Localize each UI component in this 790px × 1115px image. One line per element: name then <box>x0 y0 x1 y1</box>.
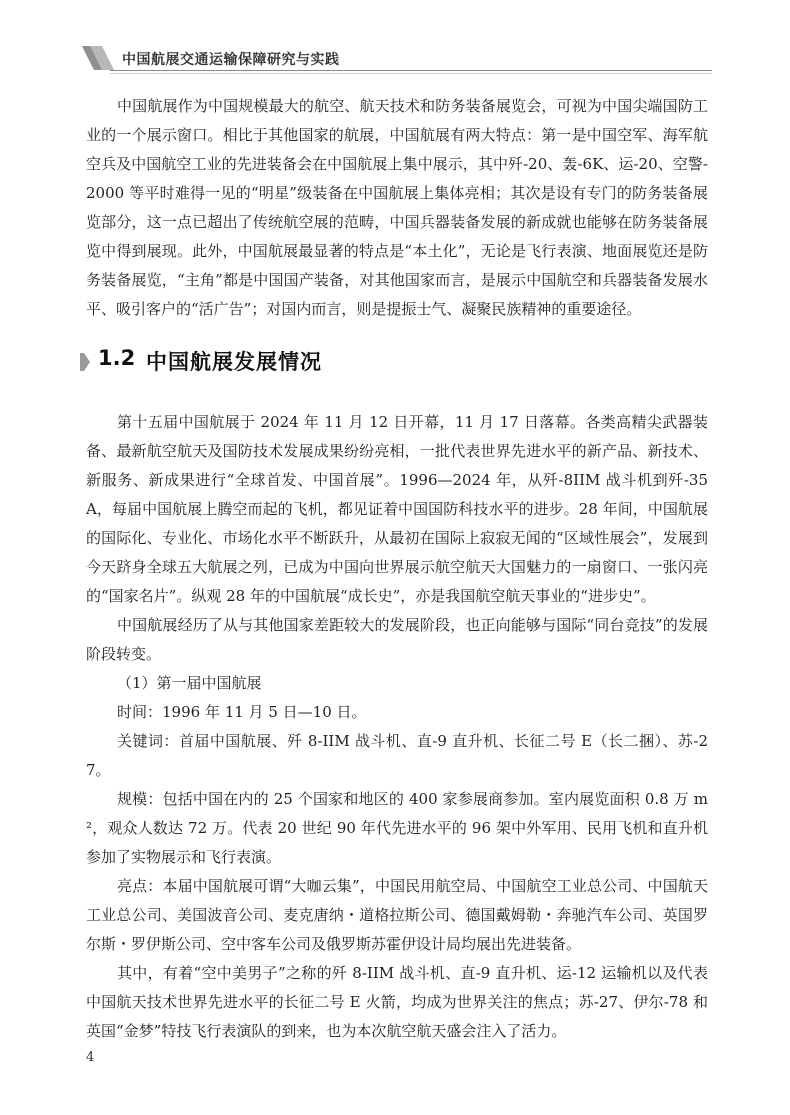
body-paragraph: 其中，有着“空中美男子”之称的歼 8-IIM 战斗机、直-9 直升机、运-12 运输机以及代表中国航天技术世界先进水平的长征二号 E 火箭，均成为世界关注的焦点；苏-27、伊尔-78 和英国“金梦”特技飞行表演队的到来，也为本次航空航天盛会注入了活力。 <box>86 964 708 1040</box>
header-divider-secondary <box>110 73 712 74</box>
header-title: 中国航展交通运输保障研究与实践 <box>122 52 340 68</box>
section-marker-icon <box>80 353 90 371</box>
header-divider <box>110 70 712 71</box>
event-keywords: 关键词：首届中国航展、歼 8-IIM 战斗机、直-9 直升机、长征二号 E（长二捆）、苏-27。 <box>86 732 708 779</box>
intro-paragraph: 中国航展作为中国规模最大的航空、航天技术和防务装备展览会，可视为中国尖端国防工业的一个展示窗口。相比于其他国家的航展，中国航展有两大特点：第一是中国空军、海军航空兵及中国航空工业的先进装备会在中国航展上集中展示，其中歼-20、轰-6K、运-20、空警-2000 等平时难得一见的“明星”级装备在中国航展上集体亮相；其次是设有专门的防务装备展览部分，这一点已超出了传统航空展的范畴，中国兵器装备发展的新成就也能够在防务装备展览中得到展现。此外，中国航展最显著的特点是“本土化”，无论是飞行表演、地面展览还是防务装备展览，“主角”都是中国国产装备，对其他国家而言，是展示中国航空和兵器装备发展水平、吸引客户的“活广告”；对国内而言，则是提振士气、凝聚民族精神的重要途径。 <box>86 97 708 318</box>
event-time: 时间：1996 年 11 月 5 日—10 日。 <box>117 703 367 721</box>
body-paragraph: 第十五届中国航展于 2024 年 11 月 12 日开幕，11 月 17 日落幕。各类高精尖武器装备、最新航空航天及国防技术发展成果纷纷亮相，一批代表世界先进水平的新产品、新技术、新服务、新成果进行“全球首发、中国首展”。1996—2024 年，从歼-8IIM 战斗机到歼-35A，每届中国航展上腾空而起的飞机，都见证着中国国防科技水平的进步。28 年间，中国航展的国际化、专业化、市场化水平不断跃升，从最初在国际上寂寂无闻的“区域性展会”，发展到今天跻身全球五大航展之列，已成为中国向世界展示航空航天大国魅力的一扇窗口、一张闪亮的“国家名片”。纵观 28 年的中国航展“成长史”，亦是我国航空航天事业的“进步史”。 <box>86 413 708 605</box>
running-header <box>80 40 712 76</box>
page-body <box>86 92 708 1046</box>
book-logo-icon <box>80 40 116 70</box>
page-number: 4 <box>86 1050 95 1065</box>
subsection-title: （1）第一届中国航展 <box>117 674 262 692</box>
section-number: 1.2 <box>98 346 136 370</box>
event-scale: 规模：包括中国在内的 25 个国家和地区的 400 家参展商参加。室内展览面积 0.8 万 m²，观众人数达 72 万。代表 20 世纪 90 年代先进水平的 96 架中外军用、民用飞机和直升机参加了实物展示和飞行表演。 <box>86 790 708 866</box>
section-heading <box>80 342 708 386</box>
body-paragraph: 中国航展经历了从与其他国家差距较大的发展阶段，也正向能够与国际“同台竞技”的发展阶段转变。 <box>86 616 708 663</box>
event-highlights: 亮点：本届中国航展可谓“大咖云集”，中国民用航空局、中国航空工业总公司、中国航天工业总公司、美国波音公司、麦克唐纳・道格拉斯公司、德国戴姆勒・奔驰汽车公司、英国罗尔斯・罗伊斯公司、空中客车公司及俄罗斯苏霍伊设计局均展出先进装备。 <box>86 877 708 953</box>
section-title: 中国航展发展情况 <box>146 350 322 374</box>
